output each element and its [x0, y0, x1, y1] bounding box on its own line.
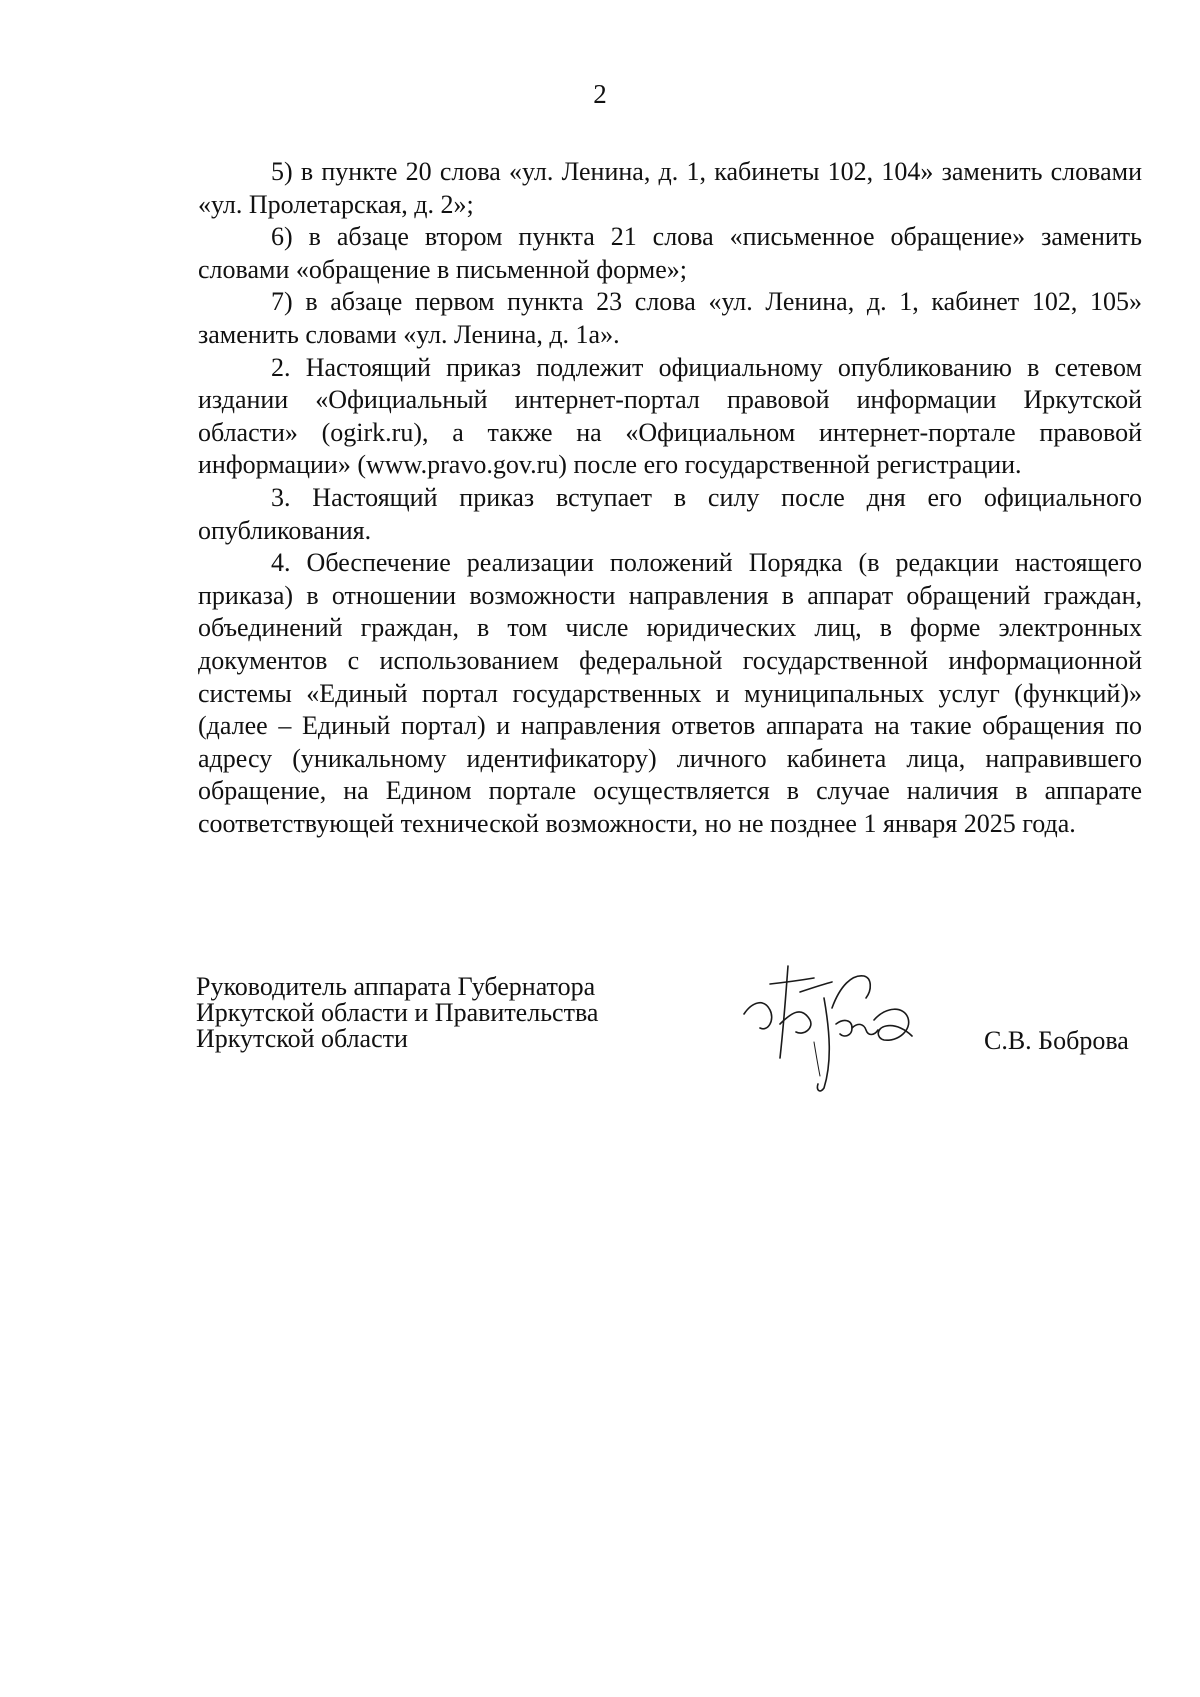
paragraph-item-5: 5) в пункте 20 слова «ул. Ленина, д. 1, кабинеты 102, 104» заменить словами «ул. Пролетарская, д. 2»;: [198, 157, 1142, 219]
paragraph-item-7: 7) в абзаце первом пункта 23 слова «ул. Ленина, д. 1, кабинет 102, 105» заменить словами «ул. Ленина, д. 1а».: [198, 287, 1142, 349]
paragraph-implementation: 4. Обеспечение реализации положений Порядка (в редакции настоящего приказа) в отношении возможности направления в аппарат обращений граждан, объединений граждан, в том числе юридических лиц, в форме электронных документов с использованием федеральной государственной информационной системы «Единый портал государственных и муниципальных услуг (функций)» (далее – Единый портал) и направления ответов аппарата на такие обращения по адресу (уникальному идентификатору) личного кабинета лица, направившего обращение, на Едином портале осуществляется в случае наличия в аппарате соответствующей технической возможности, но не позднее 1 января 2025 года.: [198, 548, 1142, 838]
signatory-position: [196, 974, 666, 1052]
paragraph-effective-date: 3. Настоящий приказ вступает в силу после дня его официального опубликования.: [198, 482, 1142, 545]
signatory-name: С.В. Боброва: [984, 1026, 1129, 1055]
paragraph-publication: 2. Настоящий приказ подлежит официальному опубликованию в сетевом издании «Официальный интернет-портал правовой информации Иркутской области» (ogirk.ru), а также на «Официальном интернет-портале правовой информации» (www.pravo.gov.ru) после его государственной регистрации.: [198, 352, 1142, 480]
signatory-position-line: Руководитель аппарата Губернатора: [196, 972, 596, 1001]
page-number: 2: [593, 79, 607, 109]
paragraph-item-6: 6) в абзаце втором пункта 21 слова «письменное обращение» заменить словами «обращение в письменной форме»;: [198, 222, 1142, 284]
signatory-position-line: Иркутской области: [196, 1024, 408, 1053]
handwritten-signature: [740, 962, 930, 1096]
signatory-position-line: Иркутской области и Правительства: [196, 998, 599, 1027]
